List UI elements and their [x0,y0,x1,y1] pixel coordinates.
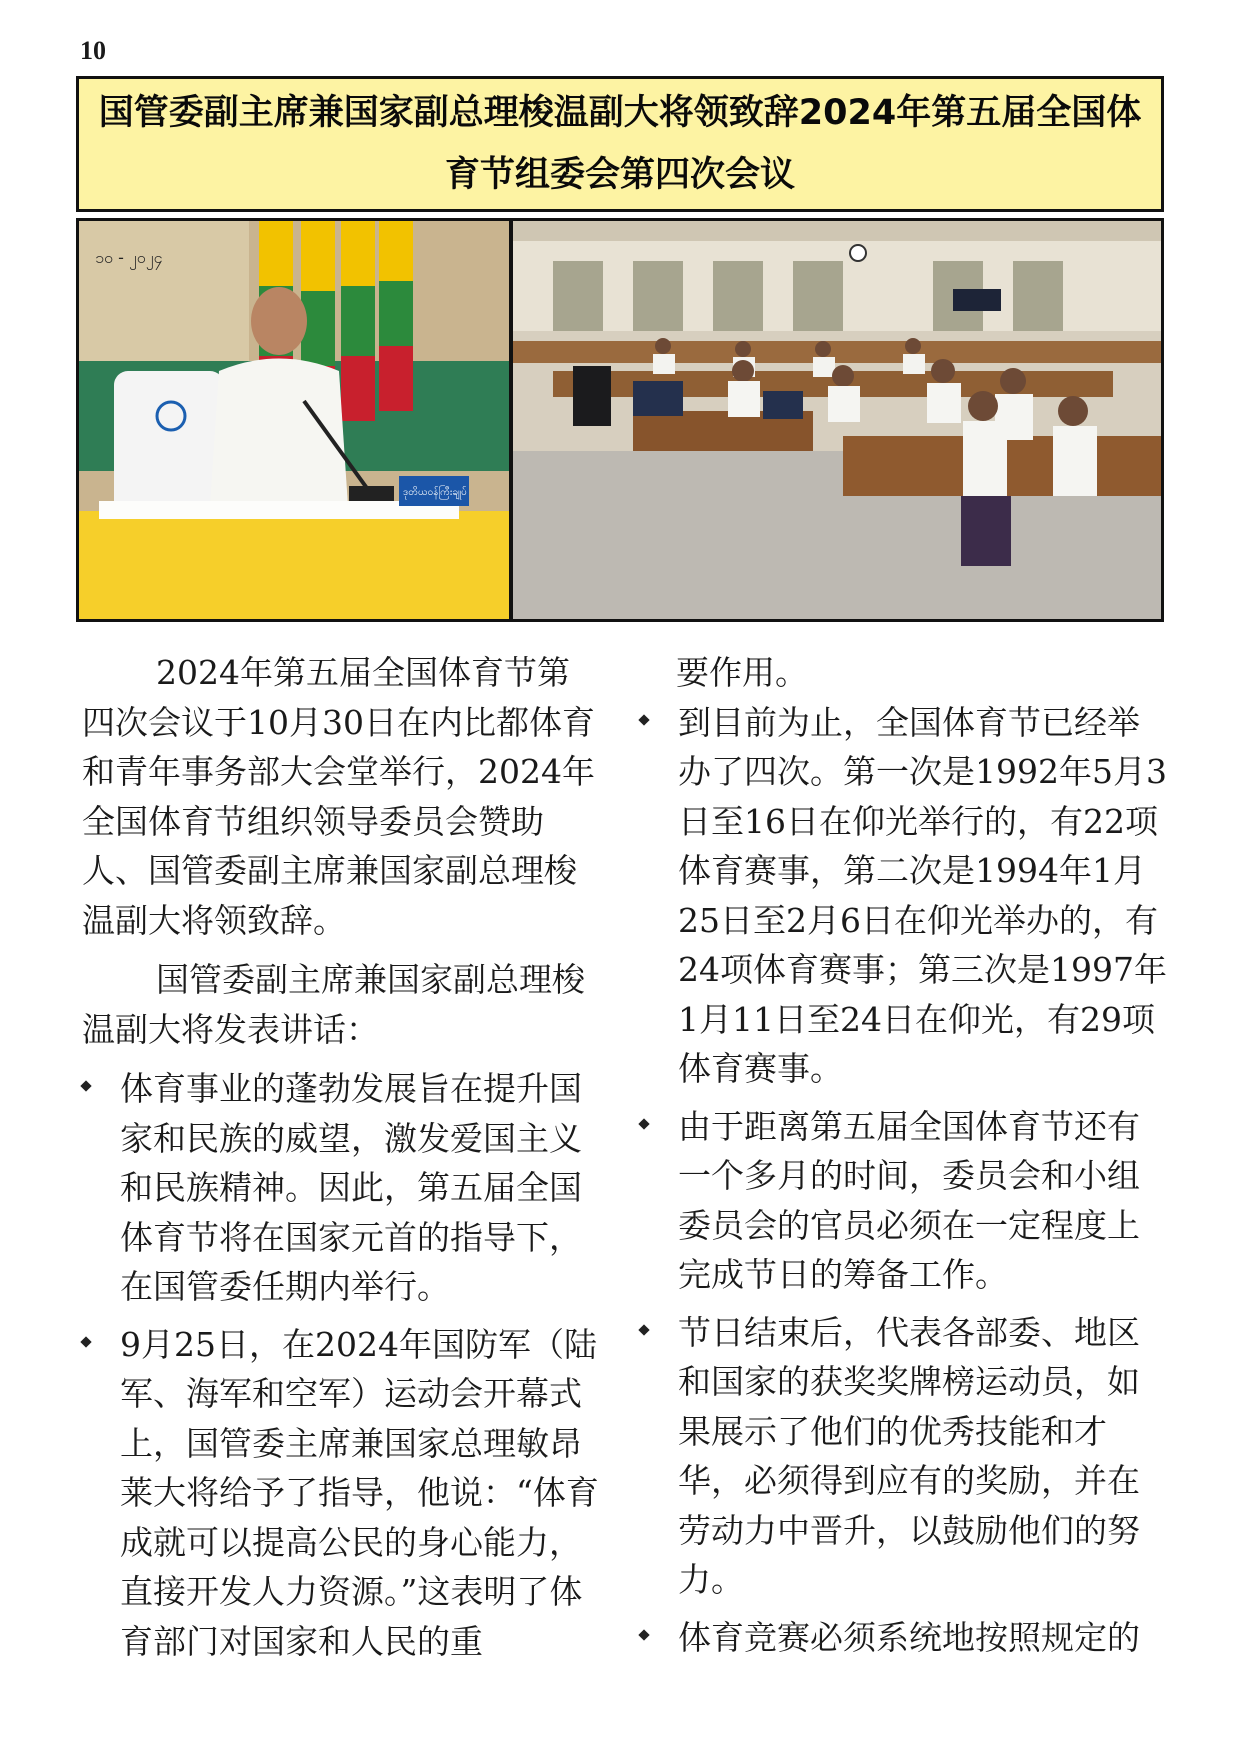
bullet-text: 体育事业的蓬勃发展旨在提升国家和民族的威望，激发爱国主义和民族精神。因此，第五届全国体育节将在国家元首的指导下，在国管委任期内举行。 [120,1069,582,1306]
speech-intro-paragraph: 国管委副主席兼国家副总理梭温副大将发表讲话： [82,960,585,1049]
photo-strip [76,218,1164,622]
intro-paragraph: 2024年第五届全国体育节第四次会议于10月30日在内比都体育和青年事务部大会堂举行，2024年全国体育节组织领导委员会赞助人、国管委副主席兼国家副总理梭温副大将领致辞。 [82,653,595,940]
page-number: 10 [80,36,106,65]
continued-text: 要作用。 [676,653,808,692]
headline-banner [76,76,1164,212]
diamond-bullet-icon [638,1324,649,1335]
bullet-text: 由于距离第五届全国体育节还有一个多月的时间，委员会和小组委员会的官员必须在一定程度上完成节日的筹备工作。 [678,1106,1140,1294]
bullet-item [640,1308,1170,1605]
bullet-text: 到目前为止，全国体育节已经举办了四次。第一次是1992年5月3日至16日在仰光举行的，有22项体育赛事，第二次是1994年1月25日至2月6日在仰光举办的，有24项体育赛事；第三次是1997年1月11日至24日在仰光，有29项体育赛事。 [678,702,1167,1088]
meeting-hall-illustration [513,221,1161,619]
diamond-bullet-icon [638,1118,649,1129]
meeting-hall-photo [513,221,1161,619]
bullet-item [82,1320,602,1667]
bullet-text: 节日结束后，代表各部委、地区和国家的获奖奖牌榜运动员，如果展示了他们的优秀技能和才华，必须得到应有的奖励，并在劳动力中晋升，以鼓励他们的努力。 [678,1312,1140,1599]
diamond-bullet-icon [80,1336,91,1347]
bullet-item [640,1613,1170,1663]
bullet-text: 体育竞赛必须系统地按照规定的 [678,1617,1140,1657]
bullet-item [640,698,1170,1094]
diamond-bullet-icon [638,1629,649,1640]
headline: 国管委副主席兼国家副总理梭温副大将领致辞2024年第五届全国体育节组委会第四次会议 [98,93,1142,195]
speaker-photo [79,221,509,619]
bullet-item [640,1102,1170,1300]
left-column [82,648,602,1674]
diamond-bullet-icon [80,1080,91,1091]
bullet-text: 9月25日，在2024年国防军（陆军、海军和空军）运动会开幕式上，国管委主席兼国家总理敏昂莱大将给予了指导，他说：“体育成就可以提高公民的身心能力，直接开发人力资源。”这表明了体育部门对国家和人民的重 [120,1324,599,1661]
speaker-photo-illustration [79,221,509,619]
diamond-bullet-icon [638,714,649,725]
bullet-item [82,1064,602,1312]
right-column [640,648,1170,1670]
banner-date-text: ၁၀ - ၂၀၂၄ [95,248,163,267]
nameplate-text: ဒုတိယဝန်ကြီးချုပ် [403,487,467,498]
